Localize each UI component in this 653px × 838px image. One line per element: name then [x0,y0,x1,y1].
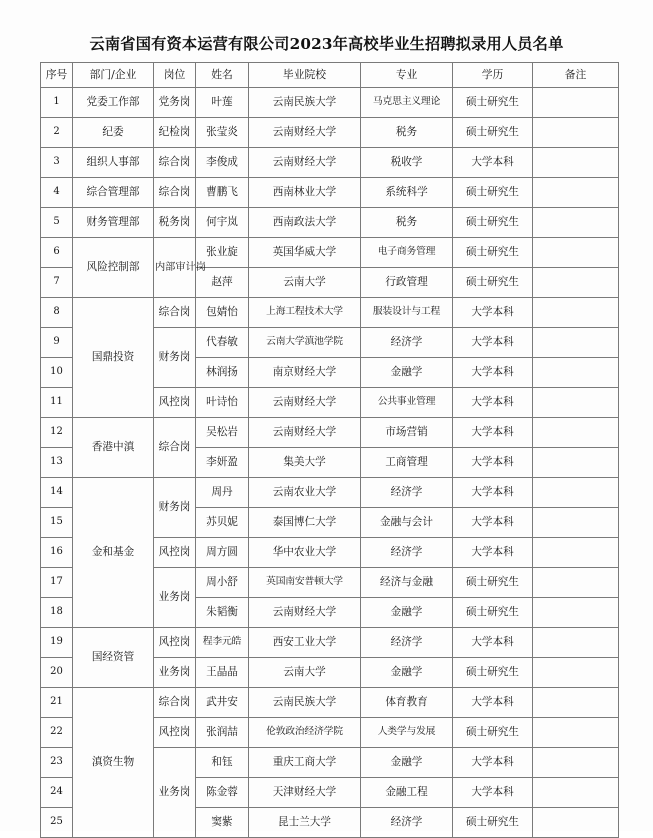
cell-major: 税收学 [361,148,453,178]
cell-department: 香港中滇 [73,418,154,478]
cell-major: 金融学 [361,658,453,688]
cell-seq: 18 [41,598,73,628]
cell-post: 税务岗 [154,208,196,238]
cell-school: 华中农业大学 [249,538,361,568]
cell-major: 服装设计与工程 [361,298,453,328]
cell-school: 云南财经大学 [249,418,361,448]
cell-school: 云南财经大学 [249,118,361,148]
cell-major: 经济与金融 [361,568,453,598]
cell-name: 李俊成 [196,148,249,178]
cell-post: 综合岗 [154,688,196,718]
cell-name: 朱韬衡 [196,598,249,628]
header-row [41,63,619,88]
cell-note [533,478,619,508]
cell-major: 金融工程 [361,778,453,808]
cell-note [533,568,619,598]
cell-education: 大学本科 [453,628,533,658]
cell-major: 经济学 [361,478,453,508]
cell-school: 西南林业大学 [249,178,361,208]
cell-note [533,418,619,448]
cell-education: 大学本科 [453,478,533,508]
cell-education: 大学本科 [453,448,533,478]
cell-note [533,508,619,538]
cell-post: 综合岗 [154,418,196,478]
cell-name: 窦紫 [196,808,249,838]
cell-seq: 2 [41,118,73,148]
cell-post: 风控岗 [154,388,196,418]
cell-school: 重庆工商大学 [249,748,361,778]
cell-major: 体育教育 [361,688,453,718]
cell-education: 大学本科 [453,508,533,538]
cell-note [533,208,619,238]
cell-note [533,118,619,148]
column-header-seq: 序号 [41,63,73,88]
cell-seq: 20 [41,658,73,688]
cell-note [533,358,619,388]
cell-note [533,808,619,838]
cell-note [533,778,619,808]
cell-education: 大学本科 [453,778,533,808]
cell-name: 周方圆 [196,538,249,568]
cell-post: 综合岗 [154,178,196,208]
cell-department: 国经资管 [73,628,154,688]
cell-education: 硕士研究生 [453,118,533,148]
cell-name: 张业旋 [196,238,249,268]
cell-education: 硕士研究生 [453,808,533,838]
cell-name: 林润扬 [196,358,249,388]
column-header-education: 学历 [453,63,533,88]
cell-note [533,298,619,328]
cell-name: 张莹炎 [196,118,249,148]
cell-seq: 12 [41,418,73,448]
cell-post: 风控岗 [154,538,196,568]
cell-school: 云南财经大学 [249,388,361,418]
table-row [41,418,619,448]
cell-education: 大学本科 [453,688,533,718]
table-body [41,88,619,838]
cell-note [533,538,619,568]
cell-school: 云南财经大学 [249,148,361,178]
cell-seq: 17 [41,568,73,598]
cell-department: 滇资生物 [73,688,154,838]
table-row [41,298,619,328]
cell-education: 大学本科 [453,388,533,418]
table-row [41,238,619,268]
table-row [41,478,619,508]
cell-department: 风险控制部 [73,238,154,298]
cell-education: 硕士研究生 [453,208,533,238]
cell-education: 大学本科 [453,328,533,358]
cell-name: 苏贝妮 [196,508,249,538]
column-header-note: 备注 [533,63,619,88]
cell-school: 云南农业大学 [249,478,361,508]
cell-education: 硕士研究生 [453,238,533,268]
cell-note [533,688,619,718]
column-header-school: 毕业院校 [249,63,361,88]
cell-name: 包婧怡 [196,298,249,328]
cell-post: 财务岗 [154,328,196,388]
cell-post: 财务岗 [154,478,196,538]
cell-seq: 6 [41,238,73,268]
cell-post: 业务岗 [154,568,196,628]
cell-major: 税务 [361,118,453,148]
cell-name: 叶莲 [196,88,249,118]
cell-major: 工商管理 [361,448,453,478]
column-header-name: 姓名 [196,63,249,88]
cell-post: 业务岗 [154,748,196,838]
table-row [41,118,619,148]
table-row [41,88,619,118]
cell-post: 业务岗 [154,658,196,688]
cell-major: 马克思主义理论 [361,88,453,118]
cell-seq: 8 [41,298,73,328]
cell-seq: 1 [41,88,73,118]
cell-seq: 5 [41,208,73,238]
cell-education: 大学本科 [453,418,533,448]
cell-name: 和钰 [196,748,249,778]
cell-school: 西南政法大学 [249,208,361,238]
cell-seq: 21 [41,688,73,718]
cell-seq: 4 [41,178,73,208]
cell-name: 武井安 [196,688,249,718]
cell-school: 上海工程技术大学 [249,298,361,328]
cell-department: 综合管理部 [73,178,154,208]
cell-department: 金和基金 [73,478,154,628]
cell-name: 赵萍 [196,268,249,298]
cell-seq: 15 [41,508,73,538]
cell-school: 云南大学滇池学院 [249,328,361,358]
cell-seq: 13 [41,448,73,478]
cell-seq: 3 [41,148,73,178]
roster-table-container [40,62,618,838]
cell-name: 王晶晶 [196,658,249,688]
cell-name: 何宇岚 [196,208,249,238]
cell-seq: 25 [41,808,73,838]
cell-note [533,628,619,658]
cell-post: 纪检岗 [154,118,196,148]
cell-seq: 11 [41,388,73,418]
cell-seq: 16 [41,538,73,568]
cell-name: 张润喆 [196,718,249,748]
column-header-post: 岗位 [154,63,196,88]
page-title: 云南省国有资本运营有限公司2023年高校毕业生招聘拟录用人员名单 [89,35,564,53]
table-row [41,208,619,238]
cell-department: 纪委 [73,118,154,148]
cell-major: 经济学 [361,538,453,568]
cell-major: 经济学 [361,808,453,838]
roster-table [40,62,619,838]
cell-major: 电子商务管理 [361,238,453,268]
cell-note [533,148,619,178]
cell-education: 硕士研究生 [453,88,533,118]
cell-name: 叶诗怡 [196,388,249,418]
cell-school: 泰国博仁大学 [249,508,361,538]
cell-school: 云南民族大学 [249,88,361,118]
table-row [41,688,619,718]
cell-school: 昆士兰大学 [249,808,361,838]
cell-major: 金融与会计 [361,508,453,538]
cell-major: 人类学与发展 [361,718,453,748]
cell-post: 风控岗 [154,718,196,748]
cell-note [533,748,619,778]
cell-school: 集美大学 [249,448,361,478]
cell-education: 硕士研究生 [453,178,533,208]
cell-education: 大学本科 [453,148,533,178]
cell-note [533,448,619,478]
cell-seq: 23 [41,748,73,778]
cell-education: 硕士研究生 [453,718,533,748]
cell-school: 西安工业大学 [249,628,361,658]
column-header-department: 部门/企业 [73,63,154,88]
cell-school: 云南大学 [249,658,361,688]
cell-school: 云南民族大学 [249,688,361,718]
column-header-major: 专业 [361,63,453,88]
cell-seq: 9 [41,328,73,358]
cell-school: 英国华威大学 [249,238,361,268]
cell-education: 大学本科 [453,358,533,388]
cell-department: 组织人事部 [73,148,154,178]
cell-seq: 14 [41,478,73,508]
cell-seq: 22 [41,718,73,748]
cell-name: 陈金蓉 [196,778,249,808]
cell-name: 曹鹏飞 [196,178,249,208]
cell-major: 公共事业管理 [361,388,453,418]
cell-note [533,238,619,268]
cell-education: 大学本科 [453,748,533,778]
cell-major: 金融学 [361,358,453,388]
cell-note [533,178,619,208]
cell-major: 经济学 [361,328,453,358]
cell-seq: 24 [41,778,73,808]
cell-school: 南京财经大学 [249,358,361,388]
cell-major: 市场营销 [361,418,453,448]
cell-seq: 19 [41,628,73,658]
cell-major: 税务 [361,208,453,238]
cell-education: 硕士研究生 [453,268,533,298]
cell-note [533,88,619,118]
cell-school: 云南财经大学 [249,598,361,628]
cell-school: 伦敦政治经济学院 [249,718,361,748]
cell-post: 风控岗 [154,628,196,658]
table-row [41,148,619,178]
cell-name: 程李元皓 [196,628,249,658]
cell-major: 金融学 [361,748,453,778]
cell-major: 经济学 [361,628,453,658]
cell-note [533,268,619,298]
cell-major: 金融学 [361,598,453,628]
cell-name: 周丹 [196,478,249,508]
cell-education: 大学本科 [453,298,533,328]
cell-seq: 10 [41,358,73,388]
cell-name: 周小舒 [196,568,249,598]
cell-school: 天津财经大学 [249,778,361,808]
cell-education: 大学本科 [453,538,533,568]
cell-department: 国鼎投资 [73,298,154,418]
cell-note [533,598,619,628]
cell-post: 综合岗 [154,298,196,328]
table-row [41,178,619,208]
cell-education: 硕士研究生 [453,568,533,598]
cell-major: 系统科学 [361,178,453,208]
cell-post: 综合岗 [154,148,196,178]
cell-post: 内部审计岗 [154,238,196,298]
cell-name: 吴松岩 [196,418,249,448]
cell-school: 英国南安普顿大学 [249,568,361,598]
cell-name: 代春敏 [196,328,249,358]
cell-note [533,328,619,358]
cell-department: 财务管理部 [73,208,154,238]
cell-note [533,388,619,418]
cell-school: 云南大学 [249,268,361,298]
cell-note [533,718,619,748]
cell-education: 硕士研究生 [453,658,533,688]
cell-name: 李妍盈 [196,448,249,478]
cell-department: 党委工作部 [73,88,154,118]
cell-seq: 7 [41,268,73,298]
table-header [41,63,619,88]
cell-post: 党务岗 [154,88,196,118]
cell-note [533,658,619,688]
cell-education: 硕士研究生 [453,598,533,628]
cell-major: 行政管理 [361,268,453,298]
table-row [41,628,619,658]
